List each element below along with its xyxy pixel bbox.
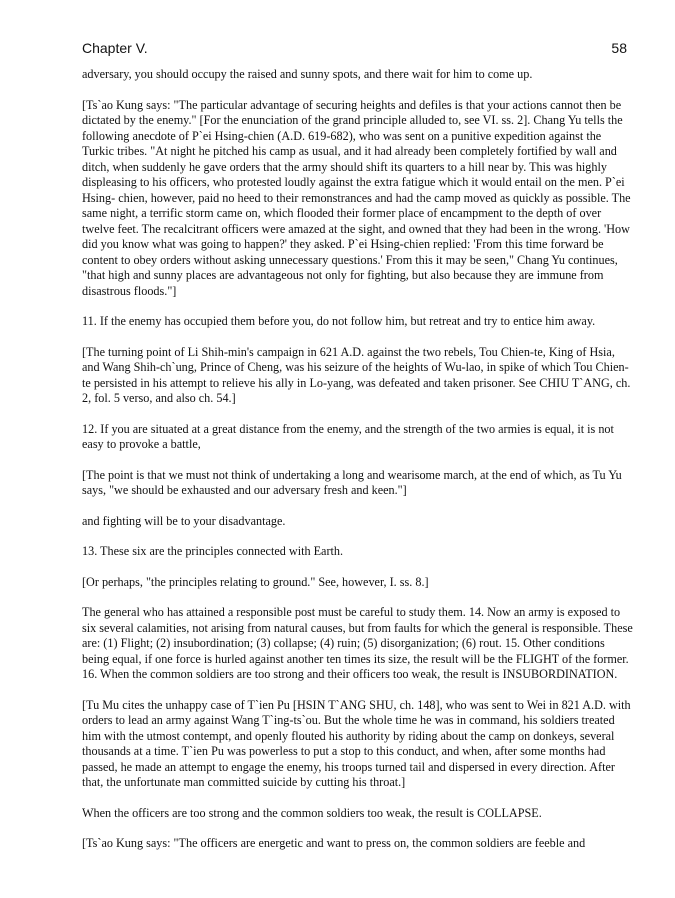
page-number: 58 [611,40,627,56]
paragraph-1: adversary, you should occupy the raised and sunny spots, and there wait for him to come up. [82,67,533,81]
body-text [82,67,633,867]
paragraph-11: [Tu Mu cites the unhappy case of T`ien Pu [HSIN T`ANG SHU, ch. 148], who was sent to Wei in 821 A.D. with orders to lead an army against Wang T`ing-ts`ou. But the whole time he was in command, his soldiers treated him with the utmost contempt, and openly flouted his authority by riding about the camp on donkeys, several thousands at a time. T`ien Pu was powerless to put a stop to this conduct, and when, after some months had passed, he made an attempt to engage the enemy, his troops turned tail and dispersed in every direction. After that, the unfortunate man committed suicide by cutting his throat.] [82,697,631,789]
paragraph-8: 13. These six are the principles connected with Earth. [82,544,344,558]
paragraph-3: 11. If the enemy has occupied them before you, do not follow him, but retreat and try to entice him away. [82,314,596,328]
paragraph-10: The general who has attained a responsible post must be careful to study them. 14. Now an army is exposed to six several calamities, not arising from natural causes, but from faults for which the general is responsible. These are: (1) Flight; (2) insubordination; (3) collapse; (4) ruin; (5) disorganization; (6) rout. 15. Other conditions being equal, if one force is hurled against another ten times its size, the result will be the FLIGHT of the former. 16. When the common soldiers are too strong and their officers too weak, the result is INSUBORDINATION. [82,605,633,681]
paragraph-12: When the officers are too strong and the common soldiers too weak, the result is COLLAPSE. [82,805,542,820]
paragraph-7: and fighting will be to your disadvantage. [82,513,286,528]
chapter-title: Chapter V. [82,40,148,56]
paragraph-13: [Ts`ao Kung says: "The officers are energetic and want to press on, the common soldiers are feeble and [82,836,586,850]
paragraph-9: [Or perhaps, "the principles relating to ground." See, however, I. ss. 8.] [82,574,429,589]
page-header [82,40,627,56]
paragraph-6: [The point is that we must not think of undertaking a long and wearisome march, at the end of which, as Tu Yu says, "we should be exhausted and our adversary fresh and keen."] [82,467,622,497]
paragraph-4: [The turning point of Li Shih-min's campaign in 621 A.D. against the two rebels, Tou Chien-te, King of Hsia, and Wang Shih-ch`ung, Prince of Cheng, was his seizure of the heights of Wu-lao, in spike of which Tou Chien-te persisted in his attempt to relieve his ally in Lo-yang, was defeated and taken prisoner. See CHIU T`ANG, ch. 2, fol. 5 verso, and also ch. 54.] [82,344,631,405]
paragraph-5: 12. If you are situated at a great distance from the enemy, and the strength of the two armies is equal, it is not easy to provoke a battle, [82,421,614,451]
paragraph-2: [Ts`ao Kung says: "The particular advantage of securing heights and defiles is that your actions cannot then be dictated by the enemy." [For the enunciation of the grand principle alluded to, see VI. ss. 2]. Chang Yu tells the following anecdote of P`ei Hsing-chien (A.D. 619-682), who was sent on a punitive expedition against the Turkic tribes. "At night he pitched his camp as usual, and it had already been completely fortified by wall and ditch, when suddenly he gave orders that the army should shift its quarters to a hill near by. This was highly displeasing to his officers, who protested loudly against the extra fatigue which it would entail on the men. P`ei Hsing- chien, however, paid no heed to their remonstrances and had the camp moved as quickly as possible. The same night, a terrific storm came on, which flooded their former place of encampment to the depth of over twelve feet. The recalcitrant officers were amazed at the sight, and owned that they had been in the wrong. 'How did you know what was going to happen?' they asked. P`ei Hsing-chien replied: 'From this time forward be content to obey orders without asking unnecessary questions.' From this it may be seen," Chang Yu continues, "that high and sunny places are advantageous not only for fighting, but also because they are immune from disastrous floods."] [82,97,631,298]
